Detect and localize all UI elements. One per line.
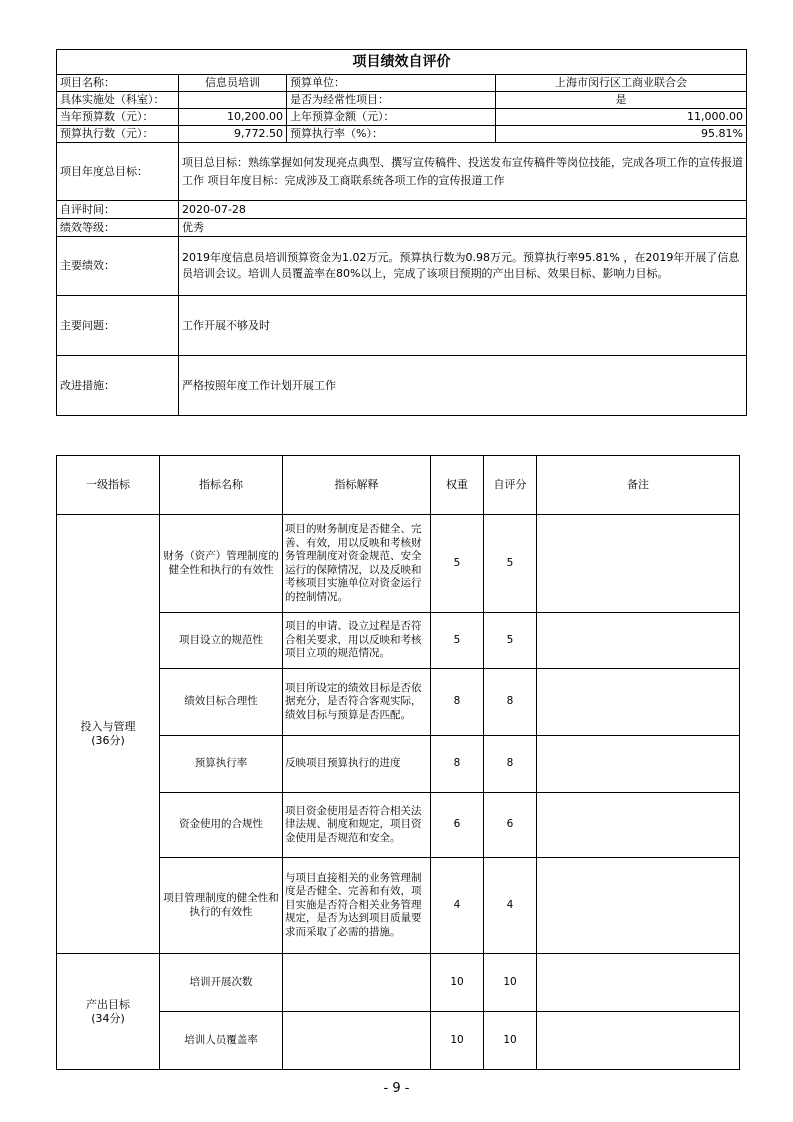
indicator-desc: 与项目直接相关的业务管理制度是否健全、完善和有效，项目实施是否符合相关业务管理规定，是否为达到项目质量要求而采取了必需的措施。 bbox=[283, 858, 431, 954]
indicator-desc: 项目的申请、设立过程是否符合相关要求，用以反映和考核项目立项的规范情况。 bbox=[283, 613, 431, 669]
recurring-label: 是否为经常性项目： bbox=[287, 92, 496, 109]
indicator-score: 5 bbox=[484, 613, 537, 669]
indicator-weight: 10 bbox=[431, 954, 484, 1012]
goal-label: 项目年度总目标： bbox=[57, 143, 179, 201]
indicator-weight: 5 bbox=[431, 613, 484, 669]
grade-label: 绩效等级： bbox=[57, 219, 179, 237]
indicator-note bbox=[537, 1012, 740, 1070]
indicator-weight: 5 bbox=[431, 515, 484, 613]
budget-value: 10,200.00 bbox=[179, 109, 287, 126]
dept-label: 具体实施处（科室）： bbox=[57, 92, 179, 109]
indicator-desc bbox=[283, 1012, 431, 1070]
header-note: 备注 bbox=[537, 456, 740, 515]
perf-label: 主要绩效： bbox=[57, 237, 179, 296]
indicator-body bbox=[57, 515, 740, 1070]
exec-value: 9,772.50 bbox=[179, 126, 287, 143]
indicator-weight: 4 bbox=[431, 858, 484, 954]
indicator-name: 培训人员覆盖率 bbox=[160, 1012, 283, 1070]
group-label: 产出目标 (34分) bbox=[57, 954, 160, 1070]
exec-rate-value: 95.81% bbox=[496, 126, 747, 143]
indicator-note bbox=[537, 858, 740, 954]
table-row bbox=[57, 793, 740, 858]
indicator-weight: 8 bbox=[431, 736, 484, 793]
goal-value: 项目总目标：熟练掌握如何发现亮点典型、撰写宣传稿件、投送发布宣传稿件等岗位技能，完成各项工作的宣传报道工作 项目年度目标：完成涉及工商联系统各项工作的宣传报道工作 bbox=[179, 143, 747, 201]
recurring-value: 是 bbox=[496, 92, 747, 109]
indicator-name: 项目设立的规范性 bbox=[160, 613, 283, 669]
indicator-name: 资金使用的合规性 bbox=[160, 793, 283, 858]
header-name: 指标名称 bbox=[160, 456, 283, 515]
indicator-desc: 项目所设定的绩效目标是否依据充分，是否符合客观实际，绩效目标与预算是否匹配。 bbox=[283, 669, 431, 736]
indicator-note bbox=[537, 793, 740, 858]
project-name-label: 项目名称： bbox=[57, 75, 179, 92]
indicator-score: 6 bbox=[484, 793, 537, 858]
fix-value: 严格按照年度工作计划开展工作 bbox=[179, 356, 747, 416]
indicator-name: 预算执行率 bbox=[160, 736, 283, 793]
indicator-weight: 6 bbox=[431, 793, 484, 858]
indicator-score: 8 bbox=[484, 736, 537, 793]
indicator-table bbox=[56, 455, 740, 1070]
exec-rate-label: 预算执行率（%）： bbox=[287, 126, 496, 143]
indicator-score: 4 bbox=[484, 858, 537, 954]
indicator-weight: 8 bbox=[431, 669, 484, 736]
table-row bbox=[57, 954, 740, 1012]
indicator-desc: 项目资金使用是否符合相关法律法规、制度和规定，项目资金使用是否规范和安全。 bbox=[283, 793, 431, 858]
header-score: 自评分 bbox=[484, 456, 537, 515]
indicator-desc: 项目的财务制度是否健全、完善、有效，用以反映和考核财务管理制度对资金规范、安全运行的保障情况，以及反映和考核项目实施单位对资金运行的控制情况。 bbox=[283, 515, 431, 613]
indicator-note bbox=[537, 613, 740, 669]
table-row bbox=[57, 858, 740, 954]
indicator-name: 绩效目标合理性 bbox=[160, 669, 283, 736]
budget-label: 当年预算数（元）： bbox=[57, 109, 179, 126]
grade-value: 优秀 bbox=[179, 219, 747, 237]
indicator-name: 项目管理制度的健全性和执行的有效性 bbox=[160, 858, 283, 954]
exec-label: 预算执行数（元）： bbox=[57, 126, 179, 143]
summary-table bbox=[56, 49, 747, 416]
table-row bbox=[57, 1012, 740, 1070]
page-number: - 9 - bbox=[383, 1081, 410, 1096]
header-level1: 一级指标 bbox=[57, 456, 160, 515]
indicator-score: 10 bbox=[484, 1012, 537, 1070]
page-title: 项目绩效自评价 bbox=[57, 50, 747, 75]
date-label: 自评时间： bbox=[57, 201, 179, 219]
project-name-value: 信息员培训 bbox=[179, 75, 287, 92]
indicator-desc bbox=[283, 954, 431, 1012]
indicator-name: 培训开展次数 bbox=[160, 954, 283, 1012]
indicator-note bbox=[537, 954, 740, 1012]
indicator-note bbox=[537, 736, 740, 793]
indicator-note bbox=[537, 669, 740, 736]
indicator-weight: 10 bbox=[431, 1012, 484, 1070]
last-budget-value: 11,000.00 bbox=[496, 109, 747, 126]
dept-value bbox=[179, 92, 287, 109]
last-budget-label: 上年预算金额（元）： bbox=[287, 109, 496, 126]
issue-label: 主要问题： bbox=[57, 296, 179, 356]
budget-unit-value: 上海市闵行区工商业联合会 bbox=[496, 75, 747, 92]
indicator-score: 5 bbox=[484, 515, 537, 613]
header-desc: 指标解释 bbox=[283, 456, 431, 515]
issue-value: 工作开展不够及时 bbox=[179, 296, 747, 356]
indicator-name: 财务（资产）管理制度的健全性和执行的有效性 bbox=[160, 515, 283, 613]
indicator-desc: 反映项目预算执行的进度 bbox=[283, 736, 431, 793]
indicator-note bbox=[537, 515, 740, 613]
table-row bbox=[57, 613, 740, 669]
fix-label: 改进措施： bbox=[57, 356, 179, 416]
group-label: 投入与管理 (36分) bbox=[57, 515, 160, 954]
perf-value: 2019年度信息员培训预算资金为1.02万元。预算执行数为0.98万元。预算执行率95.81% ，在2019年开展了信息员培训会议。培训人员覆盖率在80%以上，完成了该项目预期的产出目标、效果目标、影响力目标。 bbox=[179, 237, 747, 296]
budget-unit-label: 预算单位： bbox=[287, 75, 496, 92]
table-row bbox=[57, 515, 740, 613]
header-weight: 权重 bbox=[431, 456, 484, 515]
indicator-score: 10 bbox=[484, 954, 537, 1012]
table-row bbox=[57, 736, 740, 793]
table-row bbox=[57, 669, 740, 736]
date-value: 2020-07-28 bbox=[179, 201, 747, 219]
indicator-score: 8 bbox=[484, 669, 537, 736]
